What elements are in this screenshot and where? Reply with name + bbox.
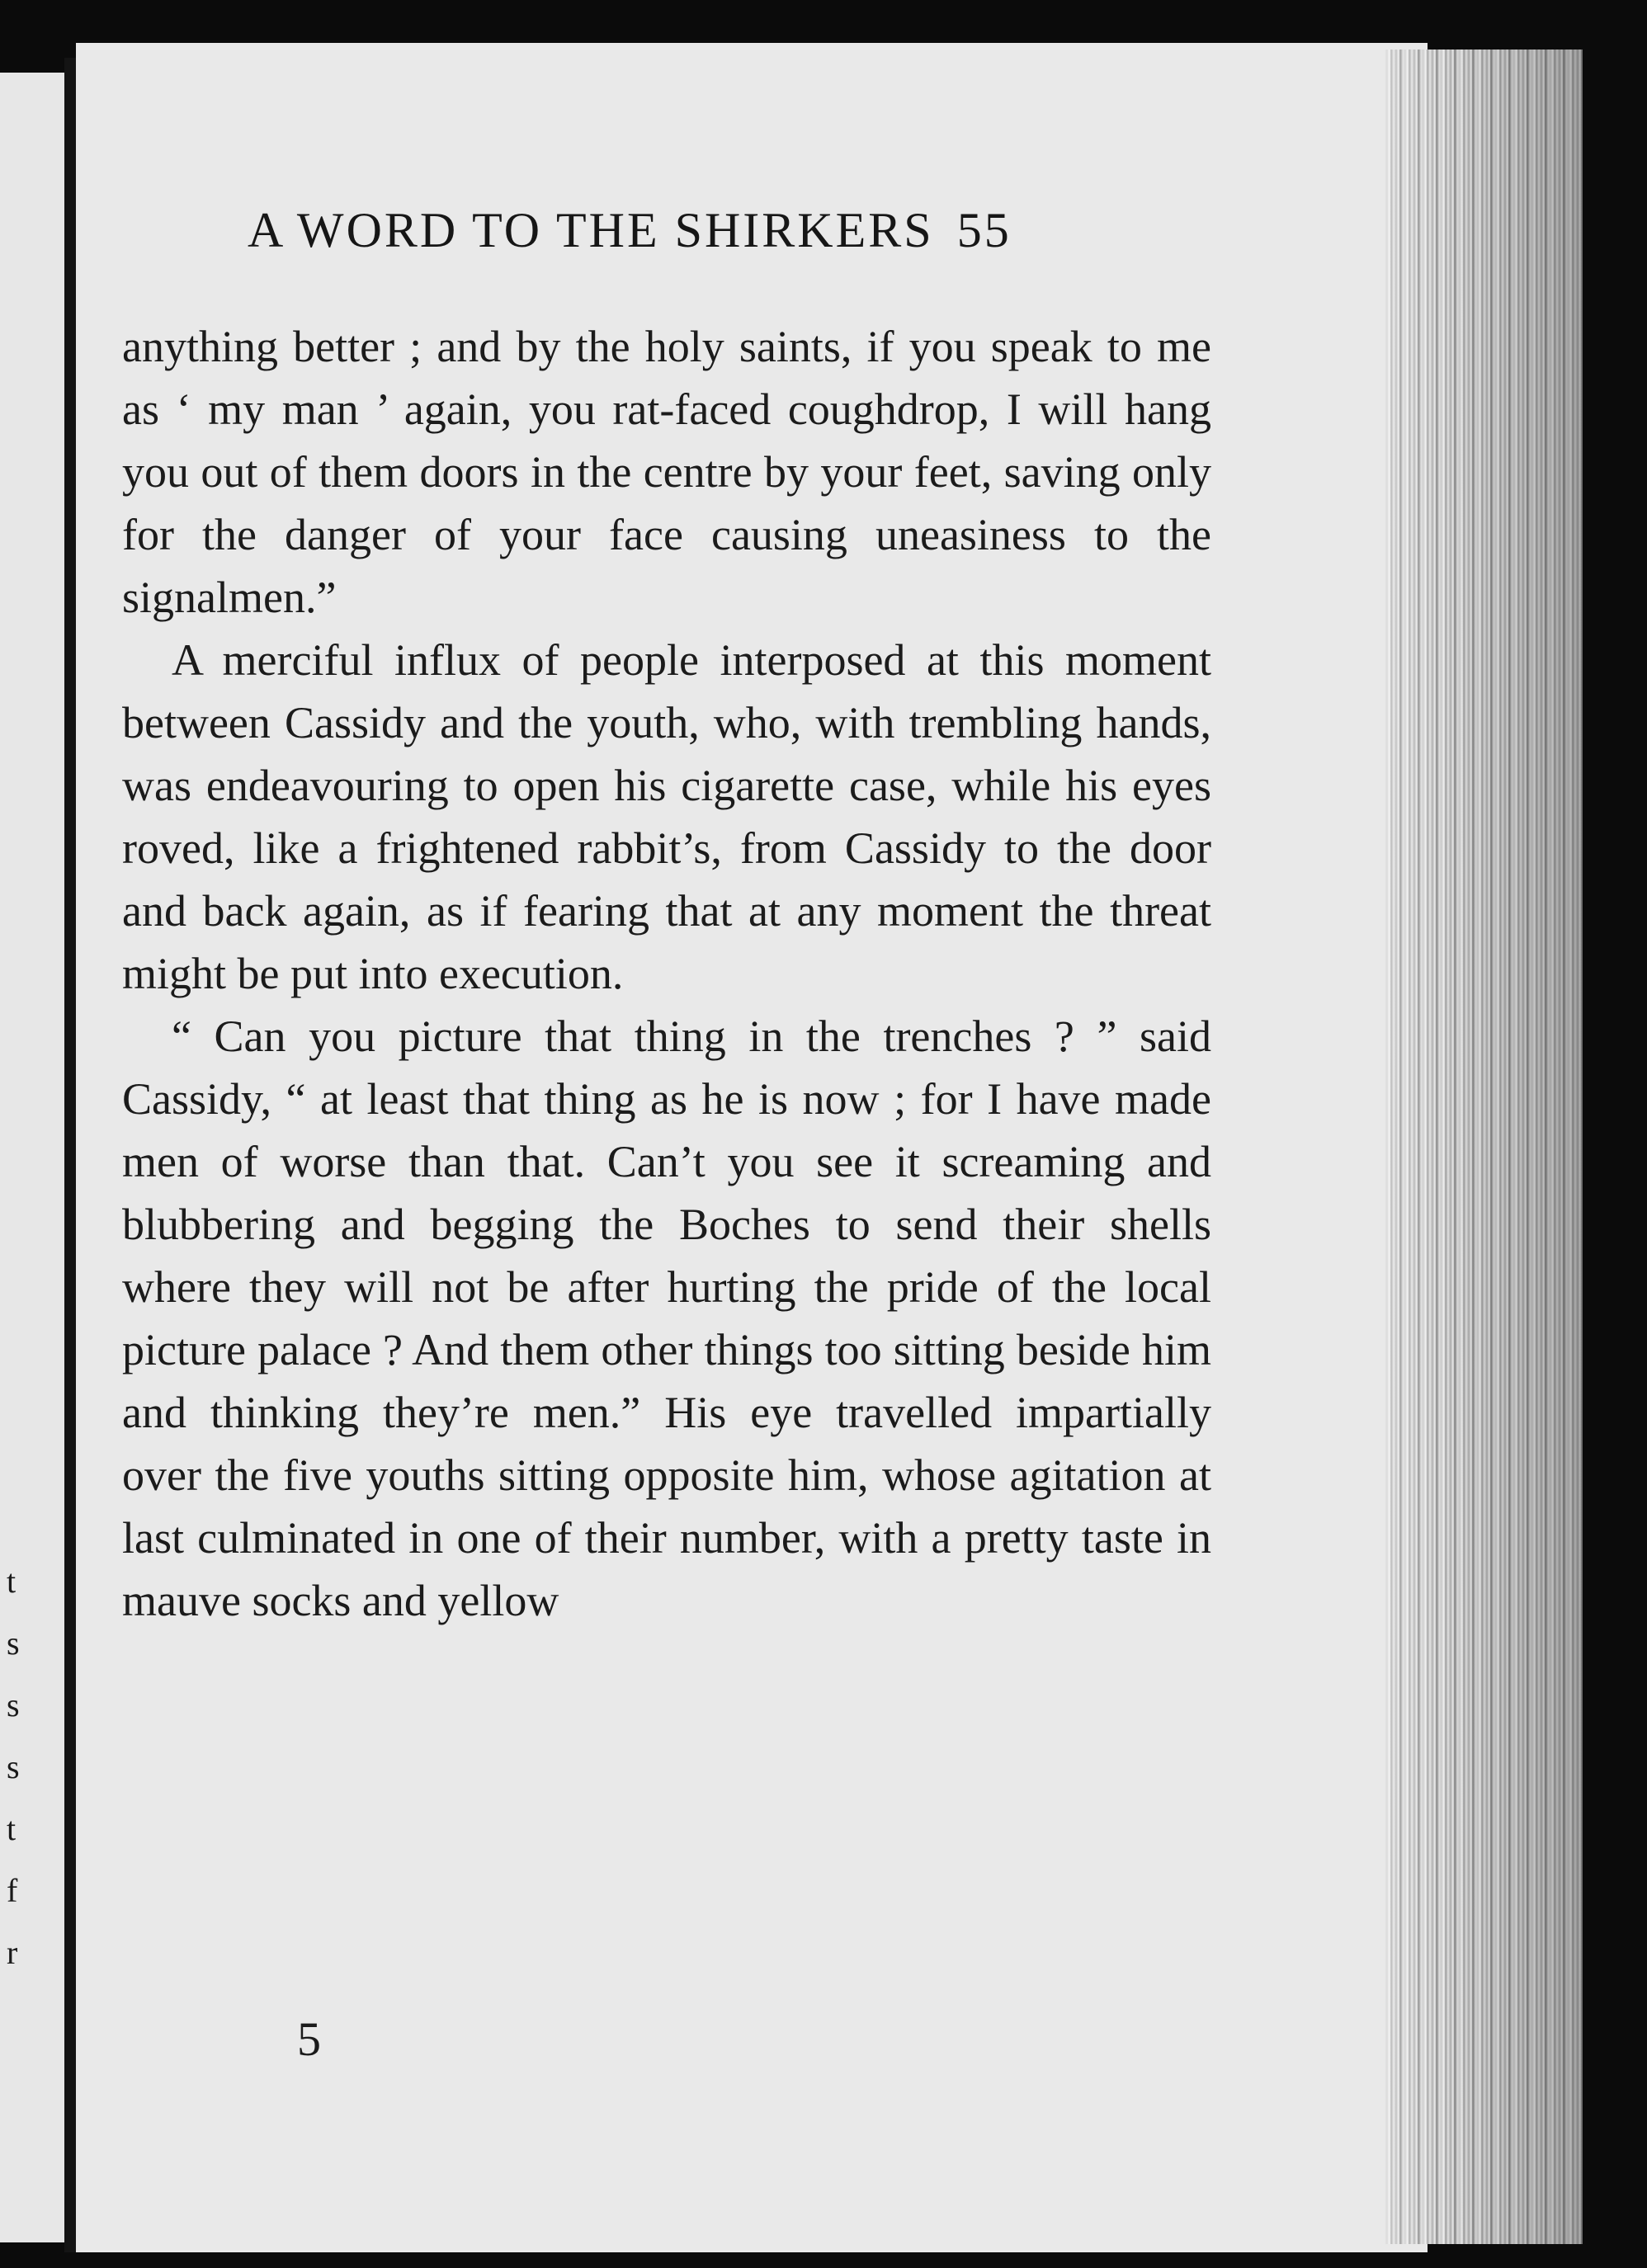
signature-mark: 5 <box>297 2012 321 2066</box>
page-edges-shadow <box>1385 50 1583 2244</box>
body-text <box>122 315 1211 1632</box>
facing-page-char: r <box>7 1934 18 1971</box>
facing-page-char: s <box>7 1686 20 1723</box>
facing-page-char: s <box>7 1624 20 1662</box>
paragraph: anything better ; and by the holy saints, if you speak to me as ‘ my man ’ again, you rat-faced coughdrop, I will hang you out of them doors in the centre by your feet, saving only for the danger of your face causing uneasiness to the signalmen.” <box>122 322 1211 622</box>
facing-page-char: t <box>7 1563 17 1600</box>
paragraph: A merciful influx of people interposed at this moment between Cassidy and the youth, who, with trembling hands, was endeavouring to open his cigarette case, while his eyes roved, like a frightened rabbit’s, from Cassidy to the door and back again, as if fearing that at any moment the threat might be put into execution. <box>122 635 1211 998</box>
running-head <box>248 202 1196 259</box>
facing-page-char: s <box>7 1748 20 1785</box>
facing-page-edge <box>0 73 64 2242</box>
facing-page-char: f <box>7 1872 18 1909</box>
page-number: 55 <box>956 203 1012 257</box>
facing-page-char: t <box>7 1810 17 1847</box>
chapter-title: A WORD TO THE SHIRKERS <box>248 203 934 257</box>
paragraph: “ Can you picture that thing in the trenches ? ” said Cassidy, “ at least that thing as he is now ; for I have made men of worse than that. Can’t you see it screaming and blubbering and begging the Boches to send their shells where they will not be after hurting the pride of the local picture palace ? And them other things too sitting beside him and thinking they’re men.” His eye travelled impartially over the five youths sitting opposite him, whose agitation at last culminated in one of their number, with a pretty taste in mauve socks and yellow <box>122 1011 1211 1625</box>
book-gutter <box>64 58 76 2252</box>
